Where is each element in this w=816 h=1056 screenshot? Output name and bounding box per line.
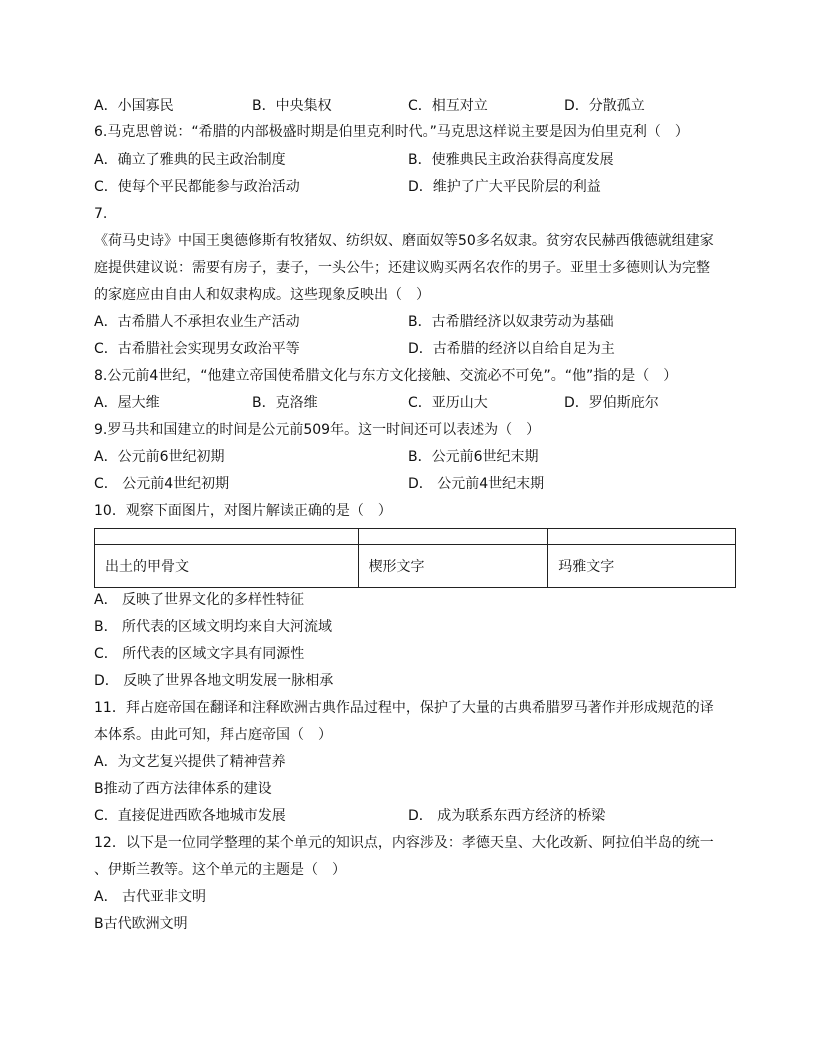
q11-option-b: B推动了西方法律体系的建设 [94,781,272,797]
q10-picture-table [94,528,736,588]
q8-options [94,393,734,413]
q9-option-d: D． 公元前4世纪末期 [408,476,545,492]
q10-picture-cell [358,529,548,545]
q7-option-c: C．古希腊社会实现男女政治平等 [94,341,300,357]
q9-options-row2 [94,474,734,494]
q7-options-row2 [94,339,734,359]
q6-option-d: D．维护了广大平民阶层的利益 [408,179,601,195]
q10-caption-oracle-bone: 出土的甲骨文 [95,545,359,588]
q10-caption-maya: 玛雅文字 [548,545,736,588]
q7-option-d: D．古希腊的经济以自给自足为主 [408,341,615,357]
q6-option-c: C．使每个平民都能参与政治活动 [94,179,300,195]
q6-options-row1 [94,150,734,170]
q10-option-b: B． 所代表的区域文明均来自大河流域 [94,619,333,635]
q8-option-d: D．罗伯斯庇尔 [564,395,659,411]
q10-stem: 10．观察下面图片，对图片解读正确的是（ ） [94,503,392,519]
q10-picture-cell [548,529,736,545]
q6-stem: 6.马克思曾说：“希腊的内部极盛时期是伯里克利时代。”马克思这样说主要是因为伯里克利（ ） [94,124,689,140]
q8-option-c: C．亚历山大 [408,395,488,411]
q12-stem-line-1: 12．以下是一位同学整理的某个单元的知识点，内容涉及：孝德天皇、大化改新、阿拉伯半岛的统一 [94,835,714,851]
q7-options-row1 [94,312,734,332]
q8-option-b: B．克洛维 [252,395,318,411]
q7-stem-line-1: 《荷马史诗》中国王奥德修斯有牧猪奴、纺织奴、磨面奴等50多名奴隶。贫穷农民赫西俄德就组建家 [94,233,714,249]
q6-option-a: A．确立了雅典的民主政治制度 [94,152,286,168]
q7-option-b: B．古希腊经济以奴隶劳动为基础 [408,314,614,330]
q10-picture-cell [95,529,359,545]
q12-option-b: B古代欧洲文明 [94,916,188,932]
q5-option-d: D．分散孤立 [564,98,645,114]
q6-options-row2 [94,177,734,197]
q10-option-d: D． 反映了世界各地文明发展一脉相承 [94,673,334,689]
q10-caption-cuneiform: 楔形文字 [358,545,548,588]
q7-option-a: A．古希腊人不承担农业生产活动 [94,314,300,330]
q10-option-c: C． 所代表的区域文字具有同源性 [94,646,305,662]
q5-option-b: B．中央集权 [252,98,332,114]
q5-options [94,96,734,116]
q8-option-a: A．屋大维 [94,395,160,411]
q5-option-c: C．相互对立 [408,98,488,114]
q11-option-c: C．直接促进西欧各地城市发展 [94,808,286,824]
q5-option-a: A．小国寡民 [94,98,174,114]
q11-option-d: D． 成为联系东西方经济的桥梁 [408,808,606,824]
q7-stem-line-2: 庭提供建议说：需要有房子，妻子，一头公牛；还建议购买两名农作的男子。亚里士多德则认为完整 [94,260,710,276]
q11-stem-line-1: 11．拜占庭帝国在翻译和注释欧洲古典作品过程中，保护了大量的古典希腊罗马著作并形成规范的译 [94,700,714,716]
q9-option-b: B．公元前6世纪末期 [408,449,539,465]
q12-option-a: A． 古代亚非文明 [94,889,207,905]
q12-stem-line-2: 、伊斯兰教等。这个单元的主题是（ ） [94,862,346,878]
q10-caption-row [95,545,736,588]
q7-stem-line-3: 的家庭应由自由人和奴隶构成。这些现象反映出（ ） [94,287,430,303]
q7-number: 7. [94,206,108,222]
q10-option-a: A． 反映了世界文化的多样性特征 [94,592,305,608]
q9-option-a: A．公元前6世纪初期 [94,449,225,465]
q11-stem-line-2: 本体系。由此可知，拜占庭帝国（ ） [94,727,332,743]
q11-options-row [94,806,734,826]
q11-option-a: A．为文艺复兴提供了精神营养 [94,754,286,770]
q9-stem: 9.罗马共和国建立的时间是公元前509年。这一时间还可以表述为（ ） [94,422,541,438]
q9-option-c: C． 公元前4世纪初期 [94,476,230,492]
q8-stem: 8.公元前4世纪，“他建立帝国使希腊文化与东方文化接触、交流必不可免”。“他”指的是（ ） [94,368,678,384]
q10-picture-row [95,529,736,545]
q6-option-b: B．使雅典民主政治获得高度发展 [408,152,614,168]
q9-options-row1 [94,447,734,467]
